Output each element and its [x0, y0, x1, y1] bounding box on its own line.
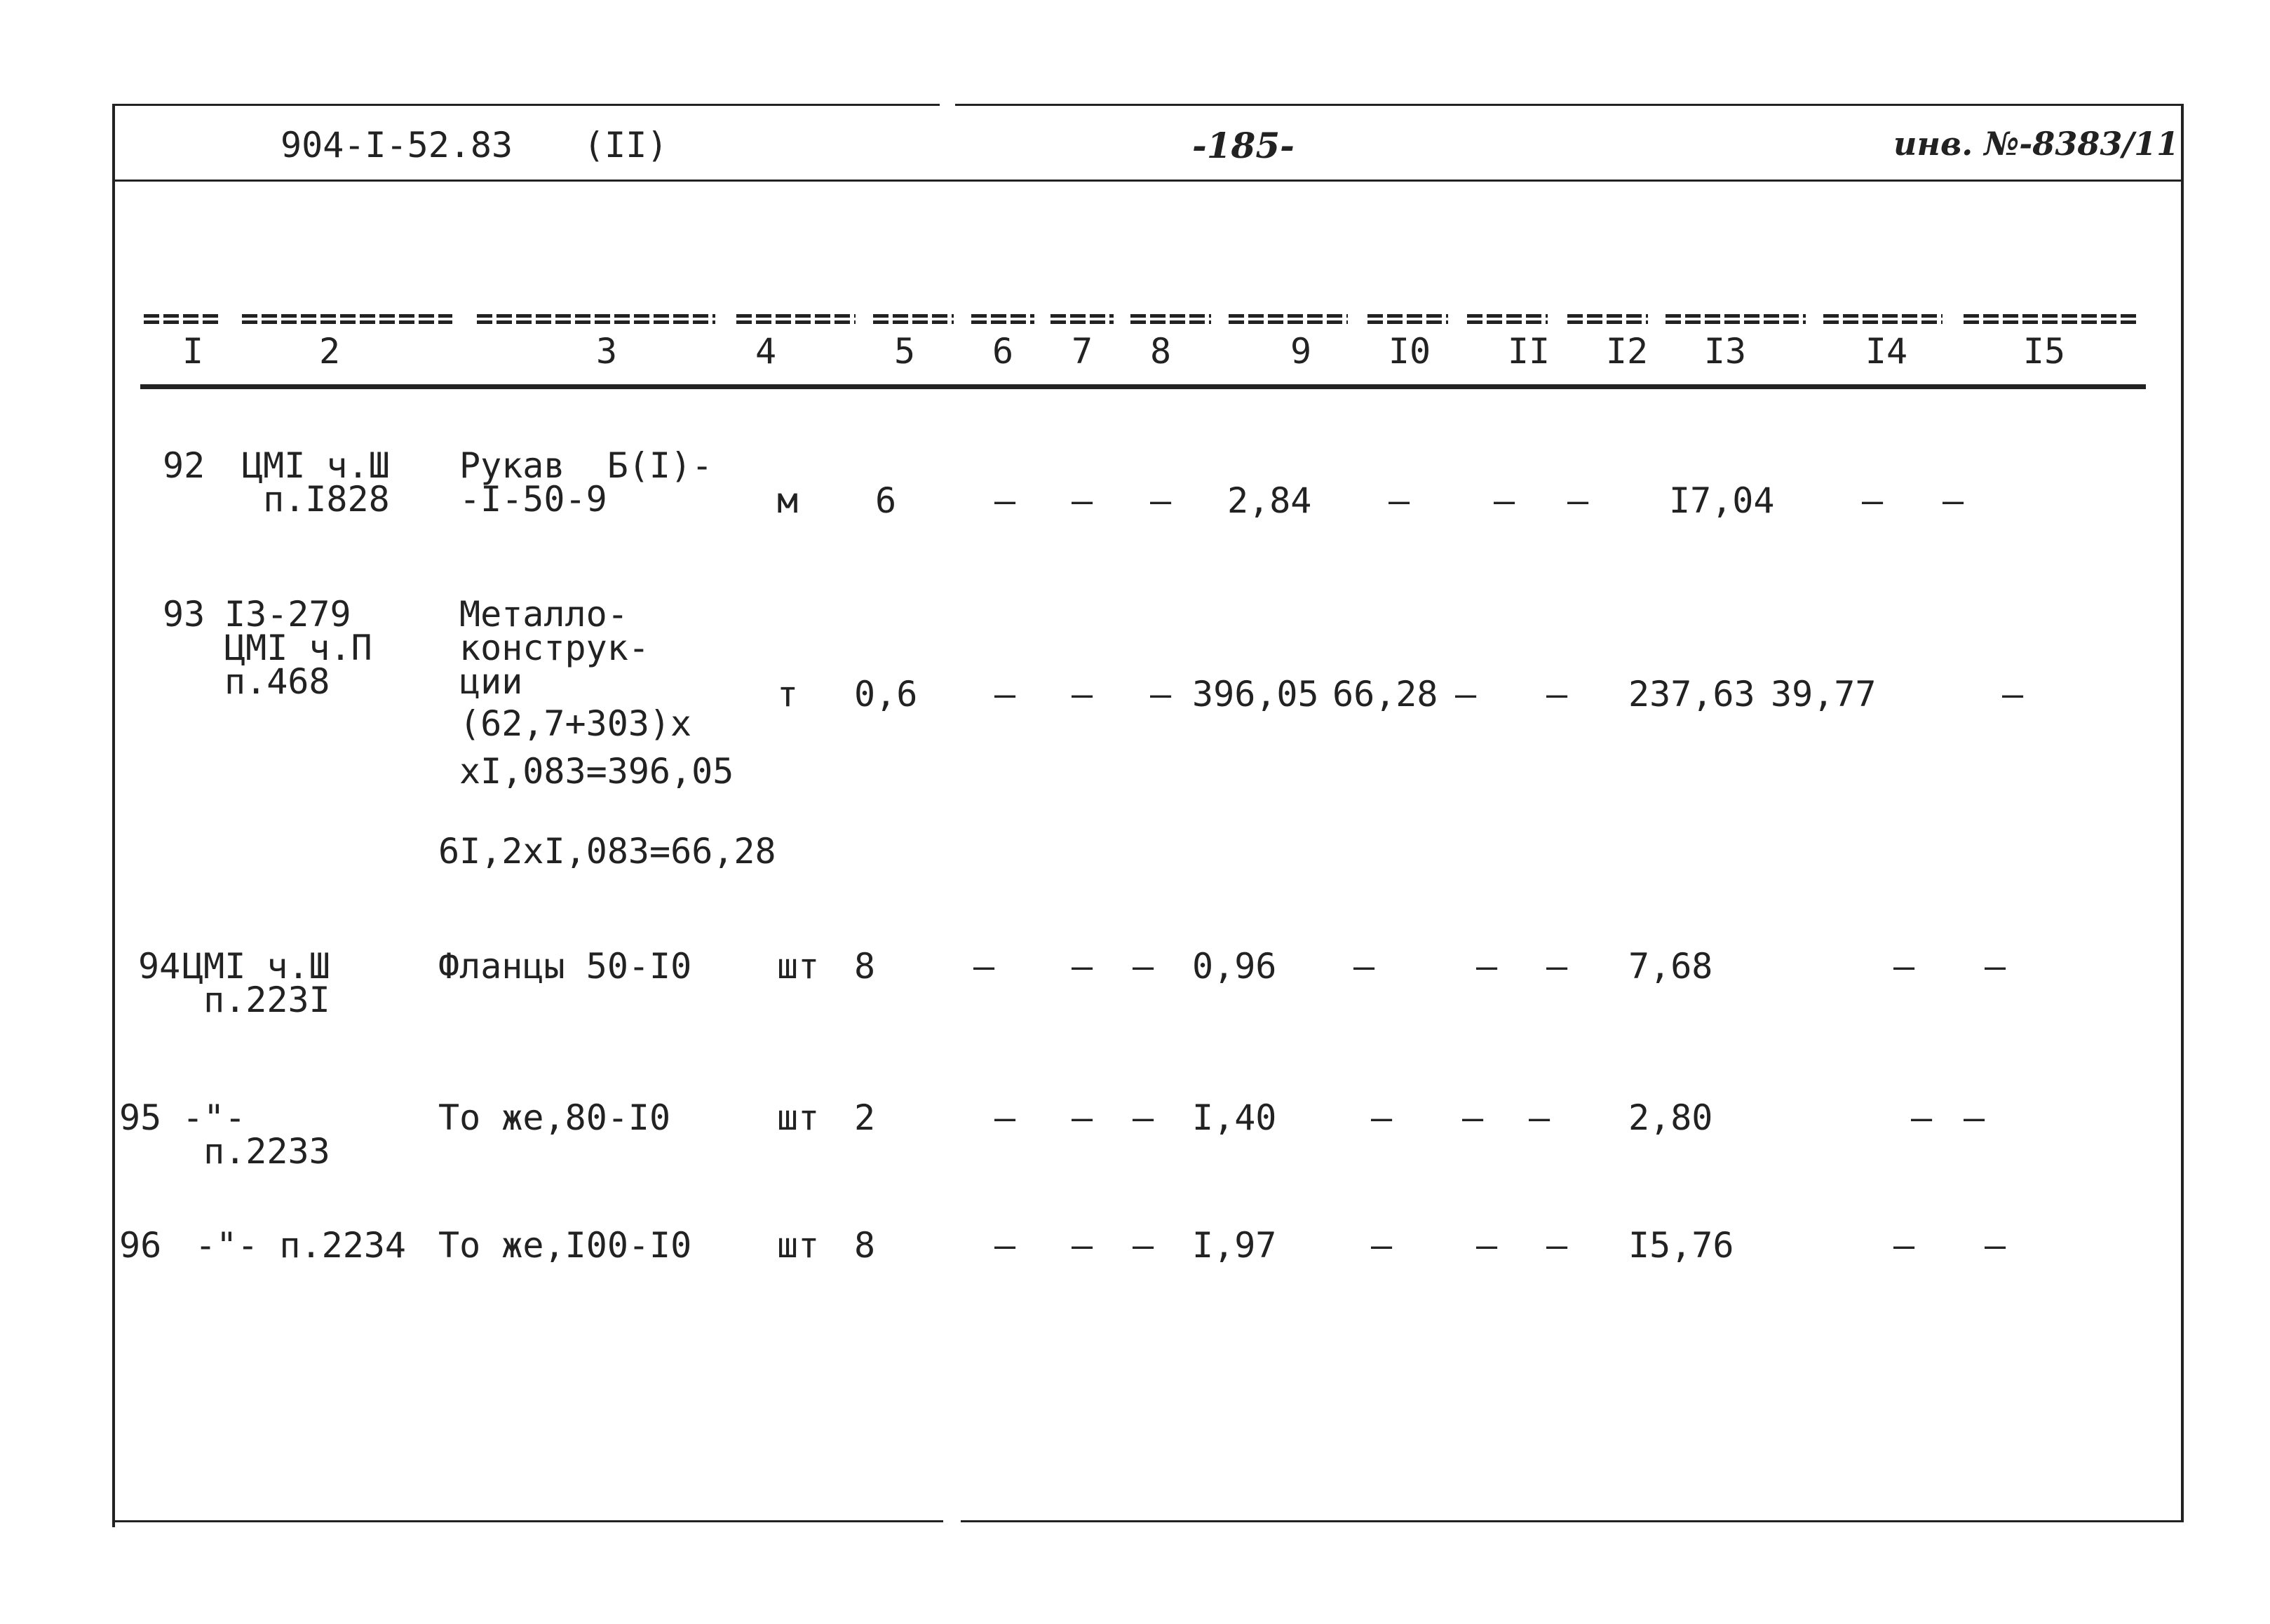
row-unit: шт [777, 946, 820, 987]
row-col-13: I7,04 [1669, 480, 1775, 521]
row-col-15: – [1985, 1225, 2006, 1266]
document-part: (II) [583, 125, 668, 165]
row-col-7: – [1072, 946, 1093, 987]
column-number: 9 [1290, 331, 1312, 372]
column-number: I4 [1865, 331, 1908, 372]
frame-top-border [112, 104, 2184, 106]
row-col-14: – [1862, 480, 1884, 521]
row-col-8: – [1150, 480, 1172, 521]
column-number: I3 [1703, 331, 1747, 372]
row-name: Фланцы 50-I0 [438, 946, 692, 987]
row-col-7: – [1072, 480, 1093, 521]
row-col-7: – [1072, 1225, 1093, 1266]
column-number: 3 [595, 331, 618, 372]
row-name: То же,I00-I0 [438, 1225, 692, 1266]
column-number: II [1507, 331, 1551, 372]
row-number: 94 [138, 946, 181, 987]
column-number: I2 [1605, 331, 1649, 372]
row-qty: 8 [854, 1225, 876, 1266]
row-col-10: – [1371, 1225, 1393, 1266]
row-col-7: – [1072, 674, 1093, 715]
row-col-6: – [994, 674, 1016, 715]
row-name: Металло- конструк- ции [459, 594, 649, 702]
row-col-12: – [1529, 1097, 1551, 1138]
row-number: 96 [119, 1225, 162, 1266]
row-name: То же,80-I0 [438, 1097, 671, 1138]
frame-right-border [2181, 104, 2184, 1520]
row-qty: 2 [854, 1097, 876, 1138]
row-col-12: – [1546, 946, 1568, 987]
column-number: 6 [992, 331, 1014, 372]
row-col-8: – [1133, 946, 1154, 987]
row-col-10: – [1353, 946, 1375, 987]
row-col-12: – [1567, 480, 1589, 521]
column-number: I0 [1388, 331, 1431, 372]
row-source: -"- п.2234 [195, 1225, 407, 1266]
row-col-6: – [973, 946, 995, 987]
row-col-12: – [1546, 1225, 1568, 1266]
row-number: 93 [163, 594, 205, 635]
row-col-7: – [1072, 1097, 1093, 1138]
row-calc-line: (62,7+303)х [459, 703, 692, 744]
header-rule [114, 180, 2182, 182]
inventory-number: инв. №-8383/11 [1893, 125, 2180, 163]
column-header-rule [140, 384, 2146, 389]
row-col-11: – [1494, 480, 1515, 521]
row-col-9: I,97 [1192, 1225, 1277, 1266]
column-number: I5 [2022, 331, 2066, 372]
row-col-6: – [994, 480, 1016, 521]
row-col-10: 66,28 [1332, 674, 1438, 715]
row-qty: 8 [854, 946, 876, 987]
document-code: 904-I-52.83 [281, 125, 513, 165]
row-col-11: – [1476, 1225, 1498, 1266]
row-number: 95 [119, 1097, 162, 1138]
row-col-15: – [1943, 480, 1964, 521]
row-unit: шт [777, 1097, 820, 1138]
row-col-9: 396,05 [1192, 674, 1319, 715]
row-col-11: – [1462, 1097, 1484, 1138]
row-source: I3-279 ЦМI ч.П п.468 [224, 594, 372, 702]
column-number: 8 [1149, 331, 1172, 372]
column-number: 5 [893, 331, 916, 372]
row-number: 92 [163, 445, 205, 486]
row-qty: 6 [875, 480, 897, 521]
row-col-10: – [1389, 480, 1410, 521]
row-source: ЦМI ч.Ш п.I828 [242, 445, 390, 520]
row-col-13: 7,68 [1628, 946, 1713, 987]
row-col-12: – [1546, 674, 1568, 715]
row-col-6: – [994, 1097, 1016, 1138]
row-col-6: – [994, 1225, 1016, 1266]
row-col-11: – [1455, 674, 1477, 715]
row-unit: м [777, 480, 799, 521]
row-col-9: 0,96 [1192, 946, 1277, 987]
row-col-14: 39,77 [1771, 674, 1877, 715]
row-unit: т [777, 674, 799, 715]
column-number: 7 [1071, 331, 1093, 372]
row-source: -"- п.2233 [182, 1097, 330, 1172]
row-col-8: – [1150, 674, 1172, 715]
row-name: Рукав Б(I)- -I-50-9 [459, 445, 713, 520]
row-col-13: 2,80 [1628, 1097, 1713, 1138]
frame-left-border [112, 104, 115, 1527]
row-col-14: – [1911, 1097, 1933, 1138]
column-number: 2 [318, 331, 341, 372]
column-number: 4 [755, 331, 777, 372]
row-col-15: – [1985, 946, 2006, 987]
row-source: ЦМI ч.Ш п.223I [182, 946, 330, 1020]
row-calc-line: хI,083=396,05 [459, 751, 734, 792]
row-col-8: – [1133, 1225, 1154, 1266]
row-unit: шт [777, 1225, 820, 1266]
row-col-9: 2,84 [1227, 480, 1312, 521]
page-number: -185- [1192, 125, 1295, 166]
row-col-11: – [1476, 946, 1498, 987]
row-col-13: I5,76 [1628, 1225, 1734, 1266]
row-col-15: – [2002, 674, 2024, 715]
row-col-13: 237,63 [1628, 674, 1755, 715]
row-col-10: – [1371, 1097, 1393, 1138]
frame-bottom-border [112, 1520, 2184, 1522]
row-col-8: – [1133, 1097, 1154, 1138]
row-col-14: – [1893, 1225, 1915, 1266]
row-col-15: – [1964, 1097, 1985, 1138]
row-calc-line: 6I,2хI,083=66,28 [438, 831, 776, 872]
column-number: I [182, 331, 204, 372]
row-qty: 0,6 [854, 674, 918, 715]
row-col-9: I,40 [1192, 1097, 1277, 1138]
row-col-14: – [1893, 946, 1915, 987]
